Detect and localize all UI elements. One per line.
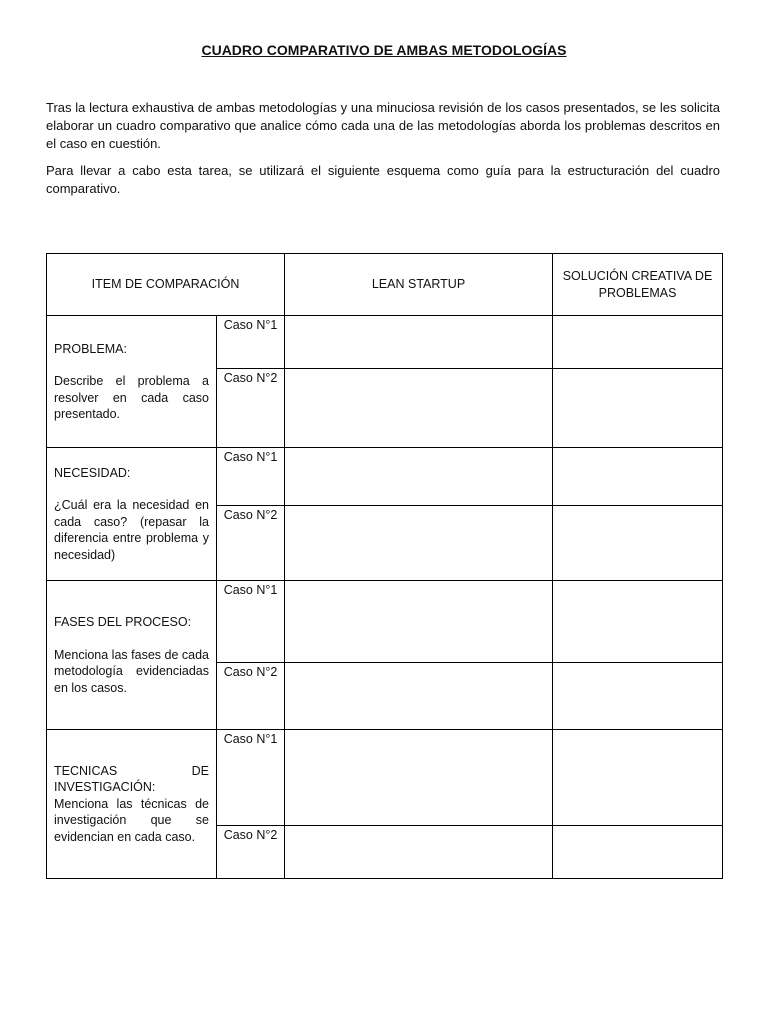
- row-label-necesidad: [47, 448, 217, 581]
- header-item-comparison: ITEM DE COMPARACIÓN: [47, 254, 285, 316]
- row-label-title: FASES DEL PROCESO:: [54, 615, 192, 629]
- header-lean-startup: LEAN STARTUP: [285, 254, 553, 316]
- case-2-label: Caso N°2: [217, 826, 285, 879]
- row-label-description: ¿Cuál era la necesidad en cada caso? (repasar la diferencia entre problema y necesidad): [54, 498, 209, 562]
- row-label-title: PROBLEMA:: [54, 341, 127, 356]
- lean-cell[interactable]: [285, 730, 553, 826]
- document-title: CUADRO COMPARATIVO DE AMBAS METODOLOGÍAS: [201, 42, 567, 58]
- creative-cell[interactable]: [553, 730, 723, 826]
- row-label-description: Describe el problema a resolver en cada caso presentado.: [54, 374, 209, 421]
- case-1-label: Caso N°1: [217, 581, 285, 663]
- table-row: [47, 316, 723, 369]
- case-2-label: Caso N°2: [217, 506, 285, 581]
- row-label-fases: [47, 581, 217, 730]
- creative-cell[interactable]: [553, 369, 723, 448]
- lean-cell[interactable]: [285, 448, 553, 506]
- row-label-title: TECNICAS DE INVESTIGACIÓN:: [54, 763, 209, 795]
- creative-cell[interactable]: [553, 448, 723, 506]
- row-label-tecnicas: [47, 730, 217, 879]
- creative-cell[interactable]: [553, 506, 723, 581]
- case-1-label: Caso N°1: [217, 448, 285, 506]
- case-2-label: Caso N°2: [217, 369, 285, 448]
- table-header-row: [47, 254, 723, 316]
- row-label-description: Menciona las técnicas de investigación que se evidencian en cada caso.: [54, 796, 209, 844]
- lean-cell[interactable]: [285, 581, 553, 663]
- row-label-title: NECESIDAD:: [54, 465, 131, 480]
- lean-cell[interactable]: [285, 663, 553, 730]
- comparison-table: [46, 253, 723, 879]
- row-label-problema: [47, 316, 217, 448]
- case-1-label: Caso N°1: [217, 730, 285, 826]
- creative-cell[interactable]: [553, 316, 723, 369]
- lean-cell[interactable]: [285, 506, 553, 581]
- creative-cell[interactable]: [553, 581, 723, 663]
- case-1-label: Caso N°1: [217, 316, 285, 369]
- creative-cell[interactable]: [553, 663, 723, 730]
- table-row: [47, 581, 723, 663]
- header-creative-solution: SOLUCIÓN CREATIVA DE PROBLEMAS: [553, 254, 723, 316]
- creative-cell[interactable]: [553, 826, 723, 879]
- table-row: [47, 448, 723, 506]
- lean-cell[interactable]: [285, 826, 553, 879]
- case-2-label: Caso N°2: [217, 663, 285, 730]
- lean-cell[interactable]: [285, 369, 553, 448]
- instructions-paragraph: Para llevar a cabo esta tarea, se utilizará el siguiente esquema como guía para la estructuración del cuadro comparativo.: [46, 163, 720, 196]
- table-row: [47, 730, 723, 826]
- row-label-description: Menciona las fases de cada metodología evidenciadas en los casos.: [54, 647, 209, 695]
- lean-cell[interactable]: [285, 316, 553, 369]
- intro-paragraph: Tras la lectura exhaustiva de ambas metodologías y una minuciosa revisión de los casos presentados, se les solicita elaborar un cuadro comparativo que analice cómo cada una de las metodologías aborda los problemas descritos en el caso en cuestión.: [46, 100, 720, 151]
